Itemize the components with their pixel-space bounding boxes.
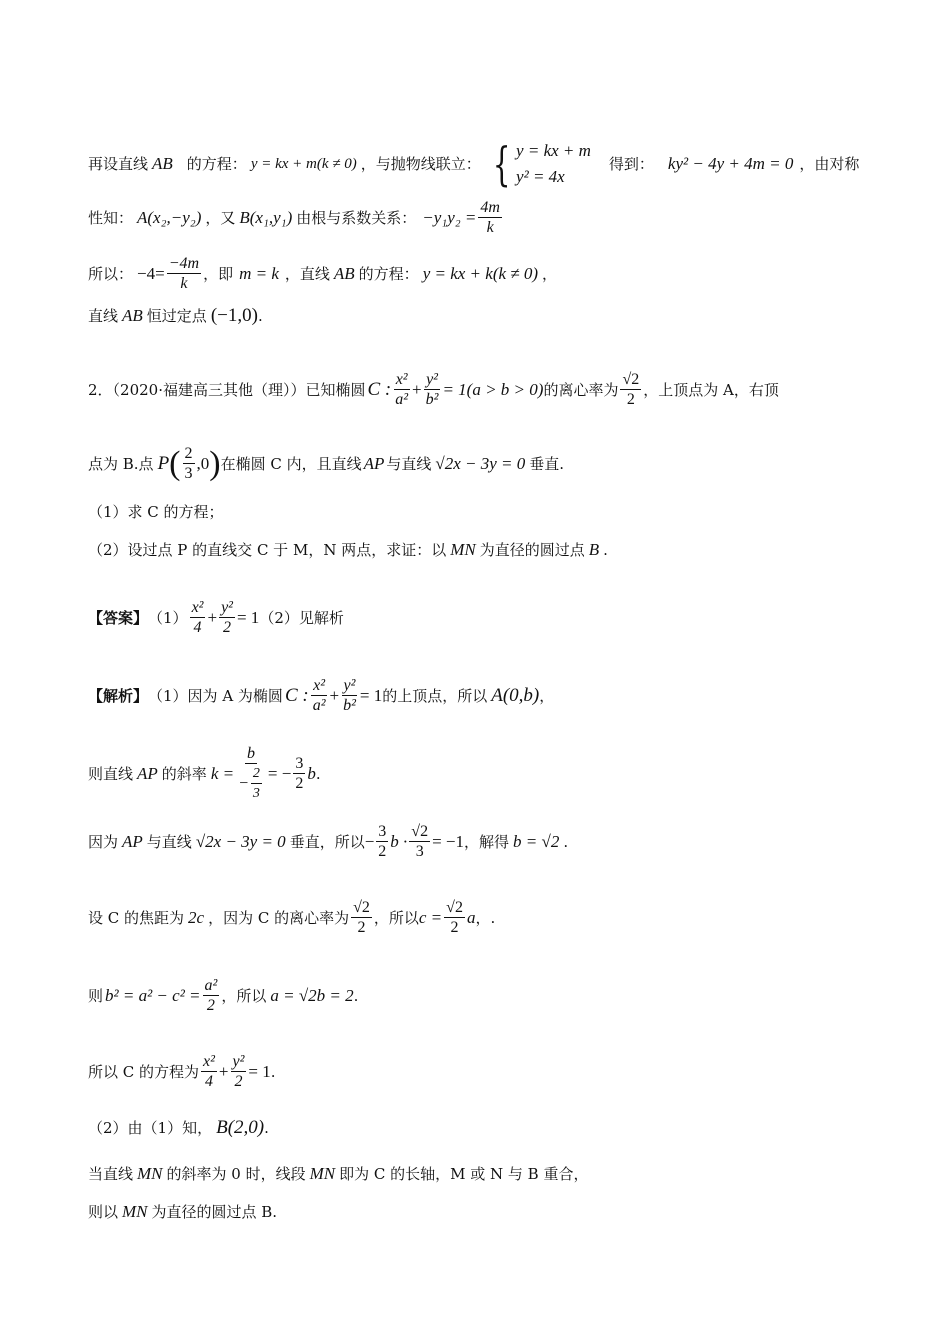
math-mn: MN [122, 1202, 148, 1221]
system-row-2: y² = 4x [516, 167, 565, 186]
math-mn: MN [137, 1164, 163, 1183]
text: 与直线 [386, 454, 432, 473]
part-2-question: （2）设过点 P 的直线交 C 于 M，N 两点，求证：以 MN 为直径的圆过点 B . [88, 540, 608, 559]
text: 则直线 [88, 764, 134, 783]
text: 设 C 的焦距为 [88, 908, 185, 927]
analysis-label: 【解析】 [88, 686, 149, 705]
fraction: $\frac{√2}{2}$ [353, 899, 370, 936]
text: 的方程： [186, 155, 247, 173]
text: 由根与系数关系： [296, 208, 417, 227]
text: 为直径的圆过点 B. [151, 1203, 278, 1221]
text: 的离心率为 [543, 380, 619, 399]
math-mn: MN [450, 540, 476, 559]
fraction: $\frac{\text{y²}}{2}$ [232, 1053, 245, 1090]
problem-2-statement: 2．（2020·福建高三其他（理））已知椭圆 C : $\frac{\text{x²}}{\text{a²}}$ + $\frac{\text{y²}}{\text{b²}}$ = 1(a > b > 0) 的离心率为 $\frac{√2}{2}$ ，上顶点为 A，右顶 [88, 371, 779, 408]
text: 所以： [88, 264, 134, 283]
text: （1）求 C 的方程； [88, 503, 224, 521]
math: −4= [137, 263, 165, 283]
text: 直线 [88, 307, 119, 325]
text: （2）见解析 [259, 608, 344, 627]
math-ab: AB [333, 263, 355, 283]
text: ，上顶点为 A，右顶 [643, 380, 779, 399]
text: 的方程： [358, 264, 419, 283]
math-k: k = [210, 763, 235, 783]
analysis-perpendicular: 因为 AP 与直线 √2x − 3y = 0 垂直，所以 − $\frac{3}{2}$ b · $\frac{√2}{3}$ = −1 ，解得 b = √2 . [88, 823, 569, 860]
math-mn: MN [309, 1164, 336, 1183]
text: 性知： [88, 208, 134, 227]
text: 为直径的圆过点 [479, 541, 585, 559]
text: 的斜率为 0 时，线段 [166, 1165, 306, 1183]
math-ap: AP [122, 831, 143, 851]
text: 的斜率 [161, 764, 207, 783]
text: 当直线 [88, 1165, 134, 1183]
text: 的上顶点，所以 [382, 686, 488, 705]
fraction: $\frac{\text{x²}}{\text{a²}}$ [395, 371, 409, 408]
fraction: $\frac{2}{3}$ [184, 445, 193, 482]
answer-line: 【答案】 （1） $\frac{\text{x²}}{4}$ + $\frac{\text{y²}}{2}$ = 1 （2）见解析 [88, 599, 344, 636]
fraction: $\frac{\text{y²}}{\text{b²}}$ [425, 371, 439, 408]
text: ，直线 [284, 264, 330, 283]
math-ab: AB [152, 154, 173, 173]
fraction: $\frac{-4m}{k}$ [168, 255, 200, 292]
line-vieta [88, 198, 504, 237]
text: 垂直，所以 [289, 832, 365, 851]
text: 因为 [88, 832, 119, 851]
math-product: −y₁y₂ = [422, 207, 477, 227]
text: ， [542, 264, 558, 283]
text: ，所以 [373, 908, 419, 927]
system-row-1: y = kx + m [516, 141, 591, 160]
text: ，与抛物线联立： [360, 155, 481, 173]
math-point-b: B(2,0) [216, 1117, 265, 1138]
text: 在椭圆 C 内，且直线 [220, 454, 362, 473]
math-a-value: a = √2b = 2 [270, 985, 354, 1005]
text: 与直线 [146, 832, 192, 851]
fraction: $\frac{\text{x²}}{4}$ [191, 599, 204, 636]
part-2-start: （2）由（1）知， B(2,0) . [88, 1117, 269, 1138]
complex-fraction: b − $\frac{2}{3}$ [238, 745, 260, 801]
analysis-slope: 则直线 AP 的斜率 k = b − $\frac{2}{3}$ = − $\frac{3}{2}$ b . [88, 745, 321, 801]
math-c: C : [284, 684, 309, 706]
text: 垂直. [529, 454, 565, 473]
math: b² = a² − c² = [105, 985, 201, 1005]
math-2c: 2c [188, 907, 205, 927]
analysis-equation: 所以 C 的方程为 $\frac{\text{x²}}{4}$ + $\frac{\text{y²}}{2}$ = 1 . [88, 1053, 276, 1090]
math-line-eq: y = kx + m(k ≠ 0) [250, 156, 357, 172]
math-ap: AP [137, 763, 158, 783]
math: = 1(a > b > 0) [442, 379, 544, 399]
text: 所以 C 的方程为 [88, 1062, 200, 1081]
text: ，所以 [221, 986, 267, 1005]
text: 恒过定点 [146, 307, 207, 325]
equation-system [487, 138, 591, 190]
text: （1） [148, 608, 188, 627]
text: ，因为 C 的离心率为 [208, 908, 350, 927]
fraction: $\frac{\text{y²}}{\text{b²}}$ [343, 677, 356, 714]
math-line-eq: y = kx + k(k ≠ 0) [422, 263, 539, 283]
text: ，又 [205, 208, 236, 227]
fraction: $\frac{\text{x²}}{\text{a²}}$ [312, 677, 326, 714]
fraction: $\frac{\text{x²}}{4}$ [203, 1053, 215, 1090]
math-line: √2x − 3y = 0 [195, 831, 286, 851]
math-p: P [157, 452, 170, 474]
analysis-focal: 设 C 的焦距为 2c ，因为 C 的离心率为 $\frac{√2}{2}$ ，所以 c = $\frac{√2}{2}$ a ，. [88, 899, 496, 936]
problem-2-statement-cont: 点为 B.点 P ( $\frac{2}{3}$ ,0 ) 在椭圆 C 内，且直线 AP 与直线 √2x − 3y = 0 垂直. [88, 444, 565, 482]
text: （1）因为 A 为椭圆 [148, 686, 283, 705]
math-point-a: A(x₂,−y₂) [137, 207, 202, 227]
text: ，解得 [464, 832, 510, 851]
fraction: $\frac{\text{y²}}{2}$ [221, 599, 233, 636]
math-b: B [588, 540, 600, 559]
line-fixed-point: 直线 AB 恒过定点 (−1,0) . [88, 305, 263, 326]
brace-glyph: { [492, 137, 511, 191]
fraction: $\frac{3}{2}$ [378, 823, 387, 860]
fraction: $\frac{3}{2}$ [295, 755, 304, 792]
fraction: $\frac{√2}{3}$ [411, 823, 429, 860]
line-ab-equation [88, 138, 859, 190]
text: 得到： [608, 155, 654, 173]
text: ，即 [203, 264, 234, 283]
text: ，由对称 [799, 155, 860, 173]
text: 即为 C 的长轴，M 或 N 与 B 重合， [339, 1165, 589, 1183]
text: 则以 [88, 1203, 119, 1221]
analysis-line-1: 【解析】 （1）因为 A 为椭圆 C : $\frac{\text{x²}}{\text{a²}}$ + $\frac{\text{y²}}{\text{b²}}$ = 1 的上顶点，所以 A(0,b) ， [88, 677, 555, 714]
math-point: (−1,0) [210, 305, 258, 326]
math-point-b: B(x₁,y₁) [239, 207, 293, 227]
part-1-question [88, 502, 224, 522]
part-2-slope-zero [88, 1164, 588, 1184]
fraction: $\frac{√2}{2}$ [446, 899, 463, 936]
analysis-b-squared: 则 b² = a² − c² = $\frac{\text{a²}}{2}$ ，所以 a = √2b = 2 . [88, 977, 359, 1014]
math-quadratic: ky² − 4y + 4m = 0 [667, 154, 794, 173]
text: 则 [88, 986, 104, 1005]
math-ab: AB [122, 306, 143, 325]
math-c: C : [367, 378, 392, 400]
fraction: $\frac{4m}{k}$ [480, 199, 500, 236]
text: 点为 B.点 [88, 454, 154, 473]
math-ap: AP [363, 453, 385, 473]
math-point-a: A(0,b) [491, 684, 540, 706]
part-2-conclusion [88, 1202, 277, 1222]
text: 2．（2020·福建高三其他（理））已知椭圆 [88, 380, 366, 399]
math-line: √2x − 3y = 0 [435, 453, 526, 473]
math-b-value: b = √2 [513, 831, 560, 851]
text: （2）设过点 P 的直线交 C 于 M，N 两点，求证：以 [88, 541, 447, 559]
fraction: $\frac{\text{a²}}{2}$ [204, 977, 218, 1014]
text: 再设直线 [88, 155, 149, 173]
text: （2）由（1）知， [88, 1119, 213, 1137]
answer-label: 【答案】 [88, 608, 149, 627]
math: m = k [239, 263, 279, 283]
fraction: $\frac{√2}{2}$ [622, 371, 640, 408]
line-m-equals-k [88, 254, 557, 293]
